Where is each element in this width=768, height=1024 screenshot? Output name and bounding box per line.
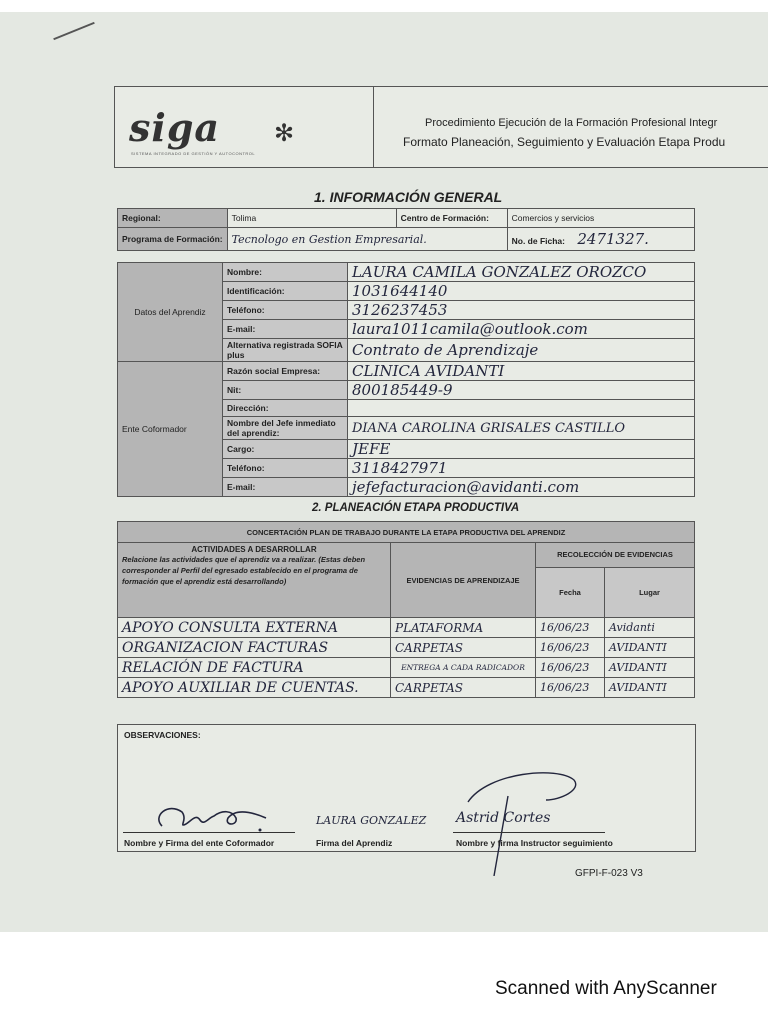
- telefono-value: 3126237453: [348, 301, 695, 320]
- actividades-desc: Relacione las actividades que el aprendiz va a realizar. (Estas deben corresponder al Perfil del egresado establecido en el programa de formación que el aprendiz está desarrollando): [122, 555, 366, 586]
- direccion-value: [348, 400, 695, 417]
- siga-logo: [129, 105, 349, 159]
- nit-label: Nit:: [223, 381, 348, 400]
- general-info-table: [117, 208, 695, 251]
- cargo-label: Cargo:: [223, 440, 348, 459]
- email2-label: E-mail:: [223, 478, 348, 497]
- jefe-label: Nombre del Jefe inmediato del aprendiz:: [223, 417, 348, 440]
- identificacion-label: Identificación:: [223, 282, 348, 301]
- actividad-cell: APOYO AUXILIAR DE CUENTAS.: [118, 678, 391, 698]
- observaciones-box: [117, 724, 696, 768]
- table-row: [118, 678, 695, 698]
- scanner-footer: Scanned with AnyScanner: [495, 978, 717, 999]
- observaciones-label: OBSERVACIONES:: [124, 730, 201, 740]
- ficha-value: 2471327.: [577, 230, 649, 248]
- lugar-cell: AVIDANTI: [605, 678, 695, 698]
- evidencia-cell: PLATAFORMA: [391, 618, 536, 638]
- evidencia-cell: CARPETAS: [391, 678, 536, 698]
- logo-subtitle: SISTEMA INTEGRADO DE GESTIÓN Y AUTOCONTROL: [131, 151, 256, 156]
- plan-subtitle: CONCERTACIÓN PLAN DE TRABAJO DURANTE LA ETAPA PRODUCTIVA DEL APRENDIZ: [118, 522, 695, 543]
- telefono2-value: 3118427971: [348, 459, 695, 478]
- fecha-cell: 16/06/23: [536, 658, 605, 678]
- alternativa-label: Alternativa registrada SOFIA plus: [223, 339, 348, 362]
- identificacion-value: 1031644140: [348, 282, 695, 301]
- signature-area: [117, 766, 696, 852]
- centro-value: Comercios y servicios: [507, 209, 694, 228]
- sena-icon: ✻: [273, 120, 295, 147]
- alternativa-value: Contrato de Aprendizaje: [348, 339, 695, 362]
- actividad-cell: RELACIÓN DE FACTURA: [118, 658, 391, 678]
- table-row: [118, 618, 695, 638]
- lugar-cell: AVIDANTI: [605, 658, 695, 678]
- actividad-cell: ORGANIZACION FACTURAS: [118, 638, 391, 658]
- evidencia-cell: ENTREGA A CADA RADICADOR: [391, 658, 536, 678]
- document-header: [114, 86, 768, 168]
- coformador-label: Nombre y Firma del ente Coformador: [124, 838, 275, 848]
- aprendiz-group: Datos del Aprendiz: [118, 263, 223, 362]
- section2-title: 2. PLANEACIÓN ETAPA PRODUCTIVA: [312, 502, 520, 514]
- actividades-title: ACTIVIDADES A DESARROLLAR: [191, 545, 317, 554]
- regional-label: Regional:: [118, 209, 228, 228]
- instructor-line: [453, 832, 605, 833]
- evidencia-cell: CARPETAS: [391, 638, 536, 658]
- instructor-label: Nombre y firma Instructor seguimiento: [456, 838, 613, 848]
- razon-value: CLINICA AVIDANTI: [348, 362, 695, 381]
- coformador-line: [123, 832, 295, 833]
- nombre-value: LAURA CAMILA GONZALEZ OROZCO: [348, 263, 695, 282]
- lugar-cell: AVIDANTI: [605, 638, 695, 658]
- evidencias-header: EVIDENCIAS DE APRENDIZAJE: [391, 543, 536, 618]
- fecha-cell: 16/06/23: [536, 678, 605, 698]
- table-row: [118, 658, 695, 678]
- jefe-value: DIANA CAROLINA GRISALES CASTILLO: [348, 417, 695, 440]
- nit-value: 800185449-9: [348, 381, 695, 400]
- aprendiz-label: Firma del Aprendiz: [316, 838, 393, 848]
- format-title: Formato Planeación, Seguimiento y Evaluación Etapa Produ: [403, 135, 726, 149]
- telefono-label: Teléfono:: [223, 301, 348, 320]
- fecha-header: Fecha: [536, 567, 605, 617]
- ficha-label: No. de Ficha:: [511, 236, 565, 246]
- coformador-signature: [148, 796, 278, 836]
- email2-value: jefefacturacion@avidanti.com: [348, 478, 695, 497]
- razon-label: Razón social Empresa:: [223, 362, 348, 381]
- header-divider: [373, 87, 374, 167]
- work-plan-table: [117, 521, 695, 698]
- telefono2-label: Teléfono:: [223, 459, 348, 478]
- fecha-cell: 16/06/23: [536, 638, 605, 658]
- programa-value: Tecnologo en Gestion Empresarial.: [227, 228, 507, 251]
- ente-group: Ente Coformador: [118, 362, 223, 497]
- aprendiz-coformador-table: [117, 262, 695, 497]
- procedure-title: Procedimiento Ejecución de la Formación Profesional Integr: [425, 117, 718, 129]
- direccion-label: Dirección:: [223, 400, 348, 417]
- lugar-cell: Avidanti: [605, 618, 695, 638]
- ficha-cell: [507, 228, 694, 251]
- regional-value: Tolima: [227, 209, 396, 228]
- lugar-header: Lugar: [605, 567, 695, 617]
- nombre-label: Nombre:: [223, 263, 348, 282]
- section1-title: 1. INFORMACIÓN GENERAL: [314, 189, 503, 205]
- fecha-cell: 16/06/23: [536, 618, 605, 638]
- instructor-signature-stroke: [448, 766, 588, 876]
- document-code: GFPI-F-023 V3: [575, 868, 643, 879]
- email-value: laura1011camila@outlook.com: [348, 320, 695, 339]
- table-row: [118, 638, 695, 658]
- actividades-header: [118, 543, 391, 618]
- centro-label: Centro de Formación:: [396, 209, 507, 228]
- programa-label: Programa de Formación:: [118, 228, 228, 251]
- logo-text: siga: [129, 105, 221, 150]
- aprendiz-signature: LAURA GONZALEZ: [316, 814, 427, 827]
- email-label: E-mail:: [223, 320, 348, 339]
- instructor-signature: Astrid Cortes: [456, 810, 551, 826]
- cargo-value: JEFE: [348, 440, 695, 459]
- recoleccion-header: RECOLECCIÓN DE EVIDENCIAS: [536, 543, 695, 568]
- actividad-cell: APOYO CONSULTA EXTERNA: [118, 618, 391, 638]
